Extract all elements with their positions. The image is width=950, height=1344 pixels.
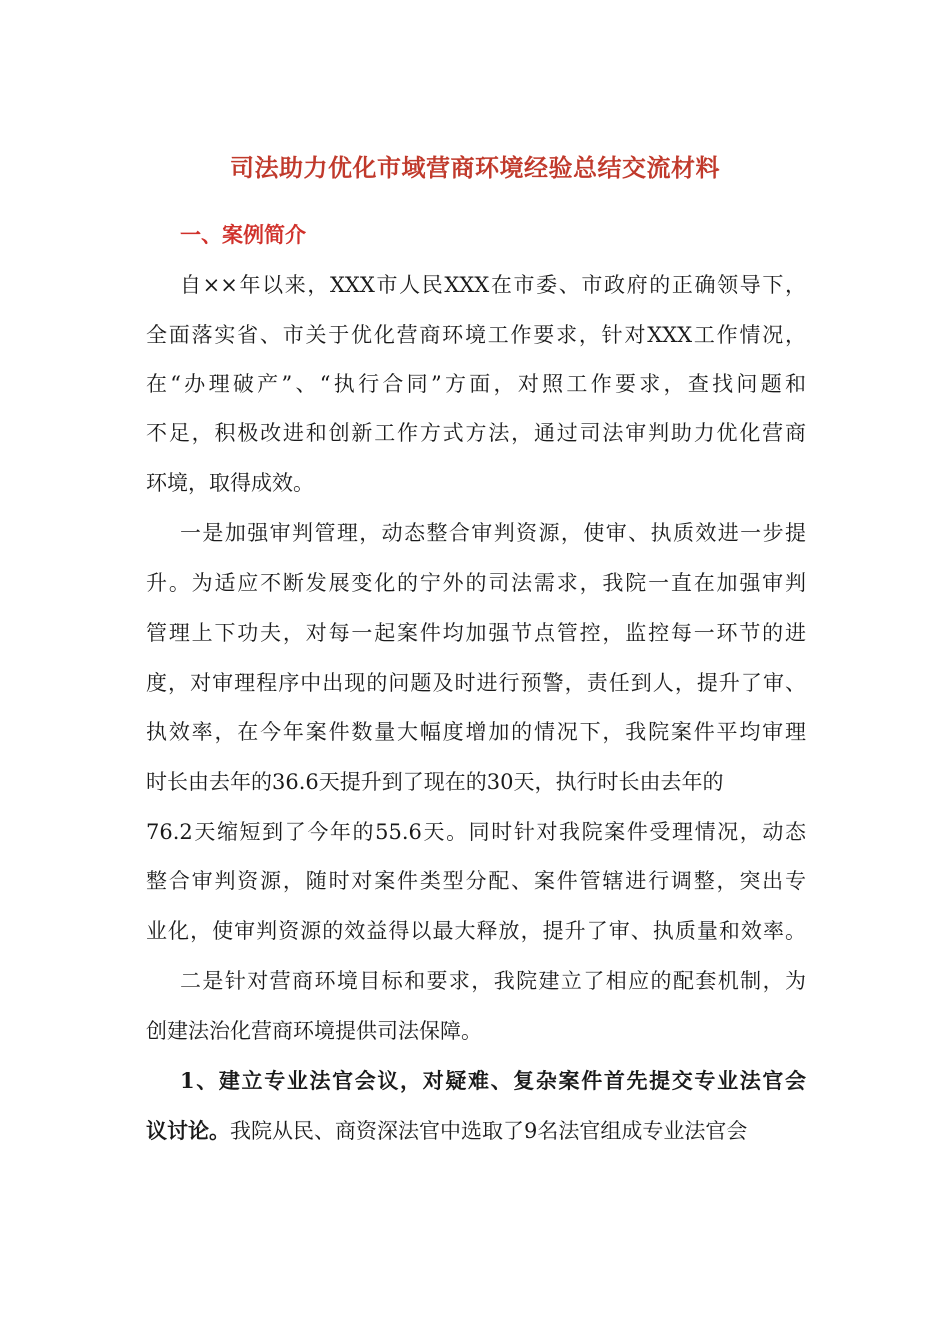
paragraph-4-line-2 [146,1114,806,1148]
paragraph-1-line-3: 在“办理破产”、“执行合同”方面，对照工作要求，查找问题和 [146,372,806,396]
paragraph-4-bold-lead: 议讨论。 [146,1118,230,1143]
section-heading: 一、案例简介 [180,222,306,247]
paragraph-2-line-1: 一是加强审判管理，动态整合审判资源，使审、执质效进一步提 [180,521,806,545]
paragraph-3-line-2: 创建法治化营商环境提供司法保障。 [146,1019,482,1043]
paragraph-2-line-2: 升。为适应不断发展变化的宁外的司法需求，我院一直在加强审判 [146,571,806,595]
paragraph-2-line-5: 执效率，在今年案件数量大幅度增加的情况下，我院案件平均审理 [146,720,806,744]
paragraph-1-line-1: 自××年以来，XXX市人民XXX在市委、市政府的正确领导下， [180,273,806,297]
paragraph-3-line-1: 二是针对营商环境目标和要求，我院建立了相应的配套机制，为 [180,969,806,993]
document-title: 司法助力优化市域营商环境经验总结交流材料 [230,153,720,182]
paragraph-2-line-4: 度，对审理程序中出现的问题及时进行预警，责任到人，提升了审、 [146,671,806,695]
paragraph-2-line-9: 业化，使审判资源的效益得以最大释放，提升了审、执质量和效率。 [146,919,806,943]
paragraph-1-line-4: 不足，积极改进和创新工作方式方法，通过司法审判助力优化营商 [146,421,806,445]
paragraph-2-line-6: 时长由去年的36.6天提升到了现在的30天，执行时长由去年的 [146,770,724,794]
paragraph-2-line-8: 整合审判资源，随时对案件类型分配、案件管辖进行调整，突出专 [146,869,806,893]
paragraph-4-line-1: 1、建立专业法官会议，对疑难、复杂案件首先提交专业法官会 [180,1068,806,1093]
paragraph-1-line-5: 环境，取得成效。 [146,471,314,495]
paragraph-2-line-3: 管理上下功夫，对每一起案件均加强节点管控，监控每一环节的进 [146,621,806,645]
paragraph-2-line-7: 76.2天缩短到了今年的55.6天。同时针对我院案件受理情况，动态 [146,820,806,844]
paragraph-1-line-2: 全面落实省、市关于优化营商环境工作要求，针对XXX工作情况， [146,323,806,347]
paragraph-4-line-2-rest: 我院从民、商资深法官中选取了9名法官组成专业法官会 [230,1119,748,1143]
